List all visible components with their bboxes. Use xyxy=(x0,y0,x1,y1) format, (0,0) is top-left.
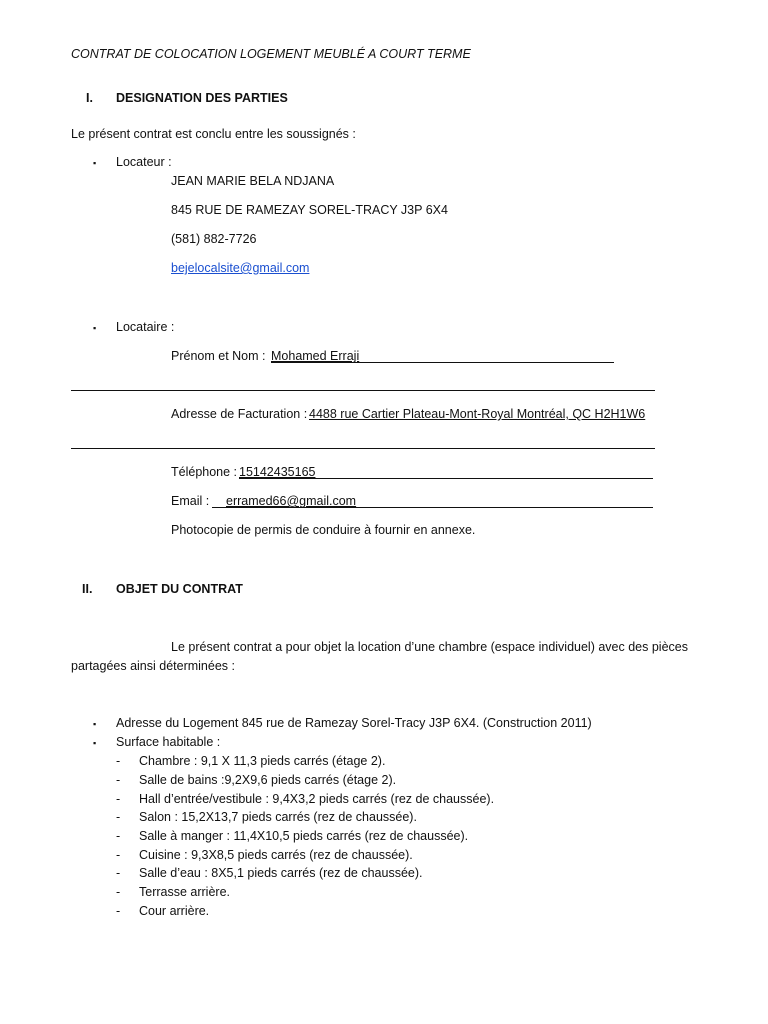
dash: - xyxy=(116,866,121,880)
room-item: Salle d’eau : 8X5,1 pieds carrés (rez de chaussée). xyxy=(139,866,423,880)
blank-line xyxy=(71,448,655,449)
billing-field-value: 4488 rue Cartier Plateau-Mont-Royal Montréal, QC H2H1W6 xyxy=(309,407,646,421)
dash: - xyxy=(116,829,121,843)
email-field-value: erramed66@gmail.com xyxy=(226,494,357,508)
bullet: ▪ xyxy=(93,158,97,168)
dash: - xyxy=(116,885,121,899)
phone-field-value: 15142435165 xyxy=(239,465,316,479)
document-title: CONTRAT DE COLOCATION LOGEMENT MEUBLÉ A COURT TERME xyxy=(71,47,471,61)
dash: - xyxy=(116,848,121,862)
section-1-title: DESIGNATION DES PARTIES xyxy=(116,91,288,105)
room-item: Salon : 15,2X13,7 pieds carrés (rez de chaussée). xyxy=(139,810,417,824)
locateur-name: JEAN MARIE BELA NDJANA xyxy=(171,174,335,188)
name-field-label: Prénom et Nom : xyxy=(171,349,266,363)
bullet: ▪ xyxy=(93,738,97,748)
object-line-1: Le présent contrat a pour objet la location d’une chambre (espace individuel) avec des pièces xyxy=(171,640,688,654)
intro-text: Le présent contrat est conclu entre les soussignés : xyxy=(71,127,356,141)
locataire-label: Locataire : xyxy=(116,320,175,334)
address-item: Adresse du Logement 845 rue de Ramezay Sorel-Tracy J3P 6X4. (Construction 2011) xyxy=(116,716,592,730)
phone-field-underline xyxy=(239,478,653,479)
dash: - xyxy=(116,792,121,806)
object-line-2: partagées ainsi déterminées : xyxy=(71,659,235,673)
room-item: Salle de bains :9,2X9,6 pieds carrés (étage 2). xyxy=(139,773,397,787)
locateur-phone: (581) 882-7726 xyxy=(171,232,257,246)
dash: - xyxy=(116,810,121,824)
room-item: Cuisine : 9,3X8,5 pieds carrés (rez de chaussée). xyxy=(139,848,413,862)
name-field-underline xyxy=(271,362,614,363)
blank-line xyxy=(71,390,655,391)
billing-field-label: Adresse de Facturation : xyxy=(171,407,308,421)
bullet: ▪ xyxy=(93,719,97,729)
surface-item: Surface habitable : xyxy=(116,735,221,749)
phone-field-label: Téléphone : xyxy=(171,465,238,479)
email-field-label: Email : xyxy=(171,494,210,508)
room-item: Chambre : 9,1 X 11,3 pieds carrés (étage 2). xyxy=(139,754,386,768)
email-field-underline xyxy=(212,507,653,508)
section-2-number: II. xyxy=(82,582,93,596)
dash: - xyxy=(116,773,121,787)
locateur-address: 845 RUE DE RAMEZAY SOREL-TRACY J3P 6X4 xyxy=(171,203,448,217)
locateur-email-link[interactable]: bejelocalsite@gmail.com xyxy=(171,261,310,275)
room-item: Cour arrière. xyxy=(139,904,210,918)
license-note: Photocopie de permis de conduire à fournir en annexe. xyxy=(171,523,476,537)
dash: - xyxy=(116,754,121,768)
bullet: ▪ xyxy=(93,323,97,333)
dash: - xyxy=(116,904,121,918)
room-item: Salle à manger : 11,4X10,5 pieds carrés (rez de chaussée). xyxy=(139,829,469,843)
room-item: Hall d’entrée/vestibule : 9,4X3,2 pieds carrés (rez de chaussée). xyxy=(139,792,495,806)
section-2-title: OBJET DU CONTRAT xyxy=(116,582,243,596)
name-field-value: Mohamed Erraji xyxy=(271,349,360,363)
locateur-label: Locateur : xyxy=(116,155,172,169)
section-1-number: I. xyxy=(86,91,93,105)
room-item: Terrasse arrière. xyxy=(139,885,230,899)
